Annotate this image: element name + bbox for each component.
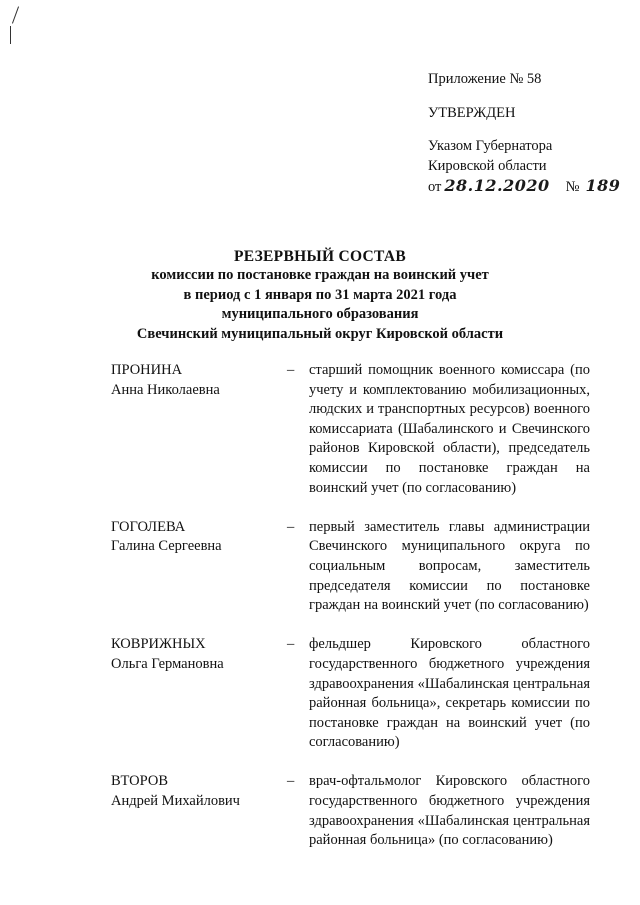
appendix-number: Приложение № 58 [428, 71, 542, 87]
member-entry [111, 772, 591, 850]
member-dash: – [287, 773, 295, 790]
member-given-name: Анна Николаевна [111, 381, 220, 398]
document-title [0, 247, 640, 344]
member-name [111, 361, 287, 400]
member-name [111, 635, 287, 674]
member-name [111, 772, 287, 811]
approved-stamp-text: УТВЕРЖДЕН [428, 104, 516, 121]
member-dash: – [287, 636, 295, 653]
member-surname: ПРОНИНА [111, 362, 183, 378]
member-given-name: Андрей Михайлович [111, 793, 240, 810]
approval-block [428, 70, 628, 198]
title-line-3: в период с 1 января по 31 марта 2021 года [183, 286, 457, 303]
from-label: от [428, 179, 442, 196]
handwritten-number: 189 [585, 176, 621, 196]
member-surname: КОВРИЖНЫХ [111, 636, 206, 653]
decree-date-number [428, 176, 628, 198]
member-description: фельдшер Кировского областного государственного бюджетного учреждения здравоохранения «Шабалинская центральная районная больница», секретарь комиссии по постановке граждан на воинский учет (по согласованию) [309, 636, 590, 751]
member-entry [111, 518, 591, 616]
member-description: старший помощник военного комиссара (по учету и комплектованию мобилизационных, людских и транспортных ресурсов) военного комиссариата (Шабалинского и Свечинского районов Кировской области), председатель комиссии по постановке граждан на воинский учет (по согласованию) [309, 362, 590, 496]
member-description: врач-офтальмолог Кировского областного государственного бюджетного учреждения здравоохранения «Шабалинская центральная районная больница» (по согласованию) [309, 773, 590, 849]
member-description: первый заместитель главы администрации Свечинского муниципального округа по социальным вопросам, заместитель председателя комиссии по постановке граждан на воинский учет (по согласованию) [309, 518, 590, 614]
member-surname: ГОГОЛЕВА [111, 518, 186, 535]
title-line-2: комиссии по постановке граждан на воинский учет [151, 267, 489, 284]
handwritten-date: 28.12.2020 [444, 176, 550, 196]
decree-line-2: Кировской области [428, 157, 547, 174]
member-surname: ВТОРОВ [111, 773, 169, 790]
member-name [111, 518, 287, 557]
title-line-4: муниципального образования [221, 306, 419, 323]
title-line-5: Свечинский муниципальный округ Кировской области [136, 325, 504, 342]
member-dash: – [287, 518, 295, 535]
decree-line-1: Указом Губернатора [428, 138, 553, 155]
member-dash: – [287, 362, 295, 378]
member-entry [111, 361, 591, 498]
members-list [111, 361, 591, 851]
scan-edge-line [10, 26, 11, 44]
member-given-name: Ольга Германовна [111, 655, 224, 672]
member-given-name: Галина Сергеевна [111, 538, 222, 555]
member-entry [111, 635, 591, 753]
number-label: № [565, 179, 580, 196]
scan-edge-mark [12, 6, 19, 23]
title-main: РЕЗЕРВНЫЙ СОСТАВ [233, 248, 407, 265]
